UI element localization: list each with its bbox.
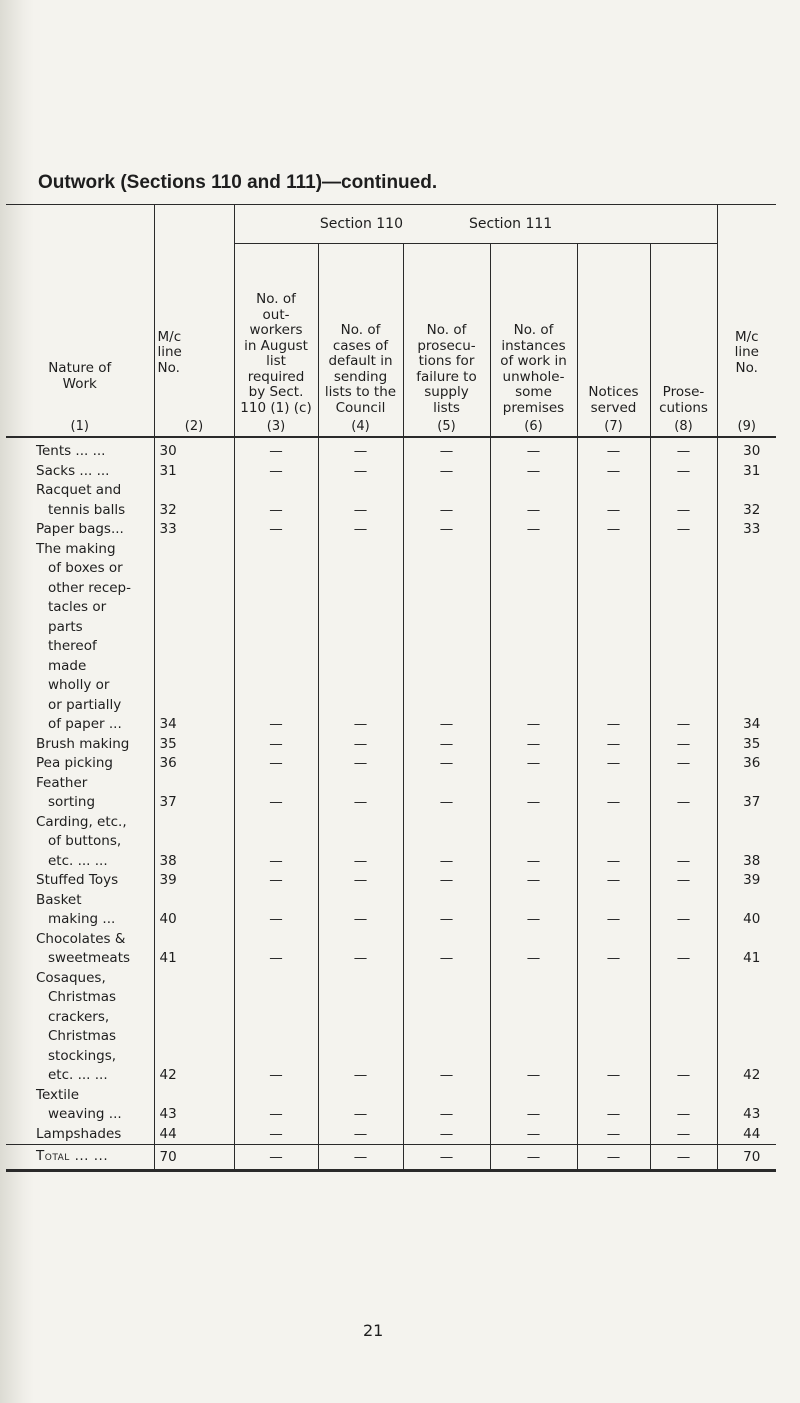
nature-of-work-line: of boxes or (48, 560, 123, 576)
col-4-cell: — (318, 969, 403, 1086)
col-4-cell: — (318, 871, 403, 891)
col-8-cell: — (650, 813, 717, 872)
mc-line-no-right-cell: 38 (717, 813, 776, 872)
mc-line-no-right-cell: 31 (717, 462, 776, 482)
mc-line-no-cell: 44 (154, 1125, 234, 1145)
table-row (6, 540, 776, 735)
nature-of-work-line: Tents ... ... (36, 443, 106, 459)
header-cases-of-default (318, 244, 403, 417)
nature-of-work-line: making ... (48, 911, 116, 927)
col-4-cell: — (318, 1125, 403, 1145)
h5-l4: failure to (416, 368, 477, 385)
mc-line-no-right-cell: 42 (717, 969, 776, 1086)
col-3-cell: — (234, 930, 318, 969)
nature-of-work-line: Stuffed Toys (36, 872, 119, 888)
col-6-cell: — (490, 754, 577, 774)
col-4-cell: — (318, 754, 403, 774)
h3-l1: No. of (256, 291, 296, 307)
col-3-cell: — (234, 735, 318, 755)
h3-l6: required (247, 368, 305, 385)
nature-of-work-cell (6, 891, 154, 930)
mc-line-no-cell: 43 (154, 1086, 234, 1125)
col-6-cell: — (490, 1086, 577, 1125)
nature-of-work-line: etc. ... ... (48, 852, 108, 869)
col-5-cell: — (403, 481, 490, 520)
nature-of-work-cell (6, 871, 154, 891)
nature-of-work-line: other recep- (48, 579, 131, 596)
mc-line-no-cell: 32 (154, 481, 234, 520)
col-7-cell: — (577, 891, 650, 930)
col-7-cell: — (577, 969, 650, 1086)
total-line-no: 70 (154, 1145, 234, 1171)
total-c3: — (234, 1145, 318, 1171)
header-c9-line-2: line (734, 344, 759, 360)
col-4-cell: — (318, 481, 403, 520)
table-row (6, 930, 776, 969)
col-3-cell: — (234, 462, 318, 482)
h6-l2: instances (501, 337, 566, 354)
col-5-cell: — (403, 754, 490, 774)
total-c4: — (318, 1145, 403, 1171)
nature-of-work-cell (6, 930, 154, 969)
colnum-1: (1) (6, 416, 154, 437)
nature-of-work-line: weaving ... (48, 1106, 122, 1122)
outwork-table (6, 204, 776, 1172)
total-c8: — (650, 1145, 717, 1171)
col-8-cell: — (650, 481, 717, 520)
h3-l2: out- (262, 306, 290, 323)
header-mc-line-1: M/c (157, 328, 182, 345)
h6-l6: premises (502, 399, 565, 416)
nature-of-work-line: tacles or (48, 599, 107, 615)
mc-line-no-right-cell: 34 (717, 540, 776, 735)
col-5-cell: — (403, 437, 490, 462)
nature-of-work-line: Basket (36, 891, 82, 908)
col-8-cell: — (650, 871, 717, 891)
mc-line-no-right-cell: 41 (717, 930, 776, 969)
mc-line-no-cell: 31 (154, 462, 234, 482)
header-unwholesome-premises (490, 244, 577, 417)
total-line-no-right: 70 (717, 1145, 776, 1171)
mc-line-no-cell: 35 (154, 735, 234, 755)
h3-l8: 110 (1) (c) (240, 399, 312, 416)
col-8-cell: — (650, 437, 717, 462)
col-5-cell: — (403, 891, 490, 930)
nature-of-work-line: The making (36, 540, 116, 557)
col-6-cell: — (490, 520, 577, 540)
mc-line-no-cell: 38 (154, 813, 234, 872)
h4-l6: Council (335, 399, 386, 416)
nature-of-work-line: Christmas (48, 1028, 117, 1044)
col-3-cell: — (234, 969, 318, 1086)
header-nature-line-1: Nature of (48, 360, 112, 376)
col-7-cell: — (577, 437, 650, 462)
header-nature-of-work (6, 205, 154, 417)
h5-l6: lists (433, 399, 460, 416)
total-row (6, 1145, 776, 1171)
mc-line-no-right-cell: 39 (717, 871, 776, 891)
page-number: 21 (363, 1321, 384, 1340)
col-6-cell: — (490, 735, 577, 755)
nature-of-work-cell (6, 437, 154, 462)
section-111-label: Section 111 (469, 216, 553, 232)
header-mc-line-no-right (717, 205, 776, 417)
col-7-cell: — (577, 754, 650, 774)
table-row (6, 437, 776, 462)
col-5-cell: — (403, 813, 490, 872)
col-4-cell: — (318, 735, 403, 755)
h3-l3: workers (249, 322, 303, 338)
mc-line-no-right-cell: 37 (717, 774, 776, 813)
header-section-110 (234, 205, 403, 244)
col-5-cell: — (403, 540, 490, 735)
colnum-5: (5) (403, 416, 490, 437)
col-3-cell: — (234, 871, 318, 891)
h4-l5: lists to the (324, 384, 397, 400)
col-8-cell: — (650, 969, 717, 1086)
col-4-cell: — (318, 813, 403, 872)
header-c9-line-3: No. (735, 359, 758, 376)
col-4-cell: — (318, 540, 403, 735)
nature-of-work-line: Sacks ... ... (36, 462, 110, 479)
nature-of-work-line: wholly or (48, 677, 110, 693)
col-7-cell: — (577, 813, 650, 872)
col-3-cell: — (234, 540, 318, 735)
col-7-cell: — (577, 774, 650, 813)
h5-l1: No. of (426, 322, 467, 338)
col-6-cell: — (490, 930, 577, 969)
col-6-cell: — (490, 871, 577, 891)
colnum-4: (4) (318, 416, 403, 437)
total-c6: — (490, 1145, 577, 1171)
nature-of-work-cell (6, 540, 154, 735)
header-mc-line-no (154, 205, 234, 417)
table-row (6, 969, 776, 1086)
nature-of-work-line: or partially (48, 696, 122, 713)
nature-of-work-line: Carding, etc., (36, 813, 127, 830)
mc-line-no-cell: 39 (154, 871, 234, 891)
nature-of-work-line: thereof (48, 638, 97, 654)
mc-line-no-right-cell: 32 (717, 481, 776, 520)
col-4-cell: — (318, 1086, 403, 1125)
nature-of-work-line: sorting (48, 794, 96, 810)
total-c5: — (403, 1145, 490, 1171)
header-mc-line-2: line (157, 344, 182, 360)
section-110-label: Section 110 (319, 216, 403, 232)
nature-of-work-line: parts (48, 618, 83, 635)
header-section-111 (403, 205, 717, 244)
col-4-cell: — (318, 930, 403, 969)
nature-of-work-cell (6, 813, 154, 872)
h8-l1: Prose- (662, 384, 705, 400)
page-heading: Outwork (Sections 110 and 111)—continued. (38, 172, 438, 193)
h8-l2: cutions (659, 399, 708, 416)
col-5-cell: — (403, 871, 490, 891)
col-3-cell: — (234, 520, 318, 540)
mc-line-no-cell: 41 (154, 930, 234, 969)
col-5-cell: — (403, 520, 490, 540)
col-6-cell: — (490, 437, 577, 462)
col-3-cell: — (234, 481, 318, 520)
header-c9-line-1: M/c (734, 328, 759, 345)
mc-line-no-right-cell: 35 (717, 735, 776, 755)
header-prosecutions-for-failure (403, 244, 490, 417)
col-6-cell: — (490, 540, 577, 735)
h6-l3: of work in (500, 353, 567, 369)
colnum-8: (8) (650, 416, 717, 437)
col-8-cell: — (650, 462, 717, 482)
nature-of-work-line: stockings, (48, 1047, 117, 1064)
mc-line-no-cell: 40 (154, 891, 234, 930)
nature-of-work-line: made (48, 657, 87, 674)
h5-l5: supply (424, 384, 469, 400)
table-body (6, 437, 776, 1145)
nature-of-work-cell (6, 774, 154, 813)
colnum-6: (6) (490, 416, 577, 437)
col-3-cell: — (234, 754, 318, 774)
col-7-cell: — (577, 1125, 650, 1145)
col-6-cell: — (490, 774, 577, 813)
h3-l5: list (266, 353, 286, 369)
col-5-cell: — (403, 735, 490, 755)
col-6-cell: — (490, 813, 577, 872)
mc-line-no-cell: 37 (154, 774, 234, 813)
header-notices-served (577, 244, 650, 417)
h3-l4: in August (244, 337, 308, 354)
nature-of-work-line: Brush making (36, 735, 130, 752)
mc-line-no-right-cell: 44 (717, 1125, 776, 1145)
nature-of-work-line: of paper ... (48, 716, 122, 732)
nature-of-work-line: Textile (36, 1086, 80, 1103)
col-7-cell: — (577, 930, 650, 969)
table-row (6, 754, 776, 774)
col-7-cell: — (577, 1086, 650, 1125)
nature-of-work-line: Racquet and (36, 482, 122, 498)
col-6-cell: — (490, 481, 577, 520)
nature-of-work-line: Cosaques, (36, 969, 106, 986)
col-5-cell: — (403, 969, 490, 1086)
mc-line-no-right-cell: 36 (717, 754, 776, 774)
col-3-cell: — (234, 1086, 318, 1125)
h6-l4: unwhole- (502, 368, 565, 385)
colnum-7: (7) (577, 416, 650, 437)
colnum-2: (2) (154, 416, 234, 437)
total-c7: — (577, 1145, 650, 1171)
mc-line-no-cell: 42 (154, 969, 234, 1086)
nature-of-work-cell (6, 754, 154, 774)
h4-l1: No. of (340, 322, 381, 338)
mc-line-no-right-cell: 33 (717, 520, 776, 540)
colnum-3: (3) (234, 416, 318, 437)
colnum-9: (9) (717, 416, 776, 437)
col-8-cell: — (650, 735, 717, 755)
nature-of-work-line: Chocolates & (36, 930, 126, 947)
h6-l5: some (515, 384, 552, 400)
h3-l7: by Sect. (248, 384, 304, 400)
nature-of-work-line: of buttons, (48, 833, 122, 849)
total-label: Total ... ... (6, 1145, 154, 1171)
nature-of-work-line: Lampshades (36, 1125, 122, 1142)
nature-of-work-cell (6, 481, 154, 520)
header-mc-line-3: No. (157, 359, 180, 376)
mc-line-no-right-cell: 43 (717, 1086, 776, 1125)
col-8-cell: — (650, 891, 717, 930)
table-total (6, 1145, 776, 1171)
col-8-cell: — (650, 774, 717, 813)
col-3-cell: — (234, 437, 318, 462)
col-8-cell: — (650, 930, 717, 969)
col-3-cell: — (234, 774, 318, 813)
col-8-cell: — (650, 1086, 717, 1125)
header-prosecutions (650, 244, 717, 417)
col-3-cell: — (234, 1125, 318, 1145)
col-6-cell: — (490, 969, 577, 1086)
nature-of-work-cell (6, 1086, 154, 1125)
mc-line-no-cell: 36 (154, 754, 234, 774)
h5-l3: tions for (418, 353, 475, 369)
nature-of-work-line: sweetmeats (48, 950, 131, 966)
nature-of-work-line: Pea picking (36, 755, 113, 771)
col-4-cell: — (318, 437, 403, 462)
nature-of-work-cell (6, 735, 154, 755)
table-row (6, 1125, 776, 1145)
table-row (6, 813, 776, 872)
col-7-cell: — (577, 520, 650, 540)
header-outworkers-in-august-list (234, 244, 318, 417)
table-row (6, 481, 776, 520)
col-8-cell: — (650, 520, 717, 540)
col-5-cell: — (403, 1086, 490, 1125)
mc-line-no-cell: 33 (154, 520, 234, 540)
col-5-cell: — (403, 930, 490, 969)
h4-l3: default in (328, 353, 393, 369)
col-8-cell: — (650, 754, 717, 774)
nature-of-work-cell (6, 520, 154, 540)
col-5-cell: — (403, 1125, 490, 1145)
col-4-cell: — (318, 520, 403, 540)
mc-line-no-right-cell: 30 (717, 437, 776, 462)
col-7-cell: — (577, 871, 650, 891)
table-row (6, 735, 776, 755)
h7-l1: Notices (588, 384, 639, 400)
h6-l1: No. of (513, 322, 554, 338)
table-row (6, 774, 776, 813)
table-row (6, 520, 776, 540)
h4-l4: sending (333, 368, 388, 385)
nature-of-work-line: Paper bags... (36, 521, 124, 537)
header-nature-line-2: Work (62, 375, 97, 392)
nature-of-work-cell (6, 462, 154, 482)
nature-of-work-line: Christmas (48, 989, 117, 1005)
col-6-cell: — (490, 1125, 577, 1145)
nature-of-work-line: etc. ... ... (48, 1067, 108, 1083)
h5-l2: prosecu- (417, 337, 476, 354)
mc-line-no-right-cell: 40 (717, 891, 776, 930)
col-8-cell: — (650, 1125, 717, 1145)
col-7-cell: — (577, 462, 650, 482)
table-row (6, 462, 776, 482)
col-3-cell: — (234, 813, 318, 872)
col-6-cell: — (490, 891, 577, 930)
col-5-cell: — (403, 774, 490, 813)
col-5-cell: — (403, 462, 490, 482)
table-row (6, 891, 776, 930)
col-7-cell: — (577, 540, 650, 735)
col-3-cell: — (234, 891, 318, 930)
mc-line-no-cell: 34 (154, 540, 234, 735)
mc-line-no-cell: 30 (154, 437, 234, 462)
nature-of-work-cell (6, 1125, 154, 1145)
nature-of-work-line: crackers, (48, 1008, 110, 1025)
col-7-cell: — (577, 735, 650, 755)
col-8-cell: — (650, 540, 717, 735)
nature-of-work-line: Feather (36, 774, 88, 791)
table-row (6, 1086, 776, 1125)
nature-of-work-line: tennis balls (48, 501, 126, 518)
h4-l2: cases of (332, 337, 389, 354)
col-6-cell: — (490, 462, 577, 482)
col-7-cell: — (577, 481, 650, 520)
col-4-cell: — (318, 891, 403, 930)
nature-of-work-cell (6, 969, 154, 1086)
table-row (6, 871, 776, 891)
col-4-cell: — (318, 462, 403, 482)
col-4-cell: — (318, 774, 403, 813)
h7-l2: served (590, 399, 637, 416)
